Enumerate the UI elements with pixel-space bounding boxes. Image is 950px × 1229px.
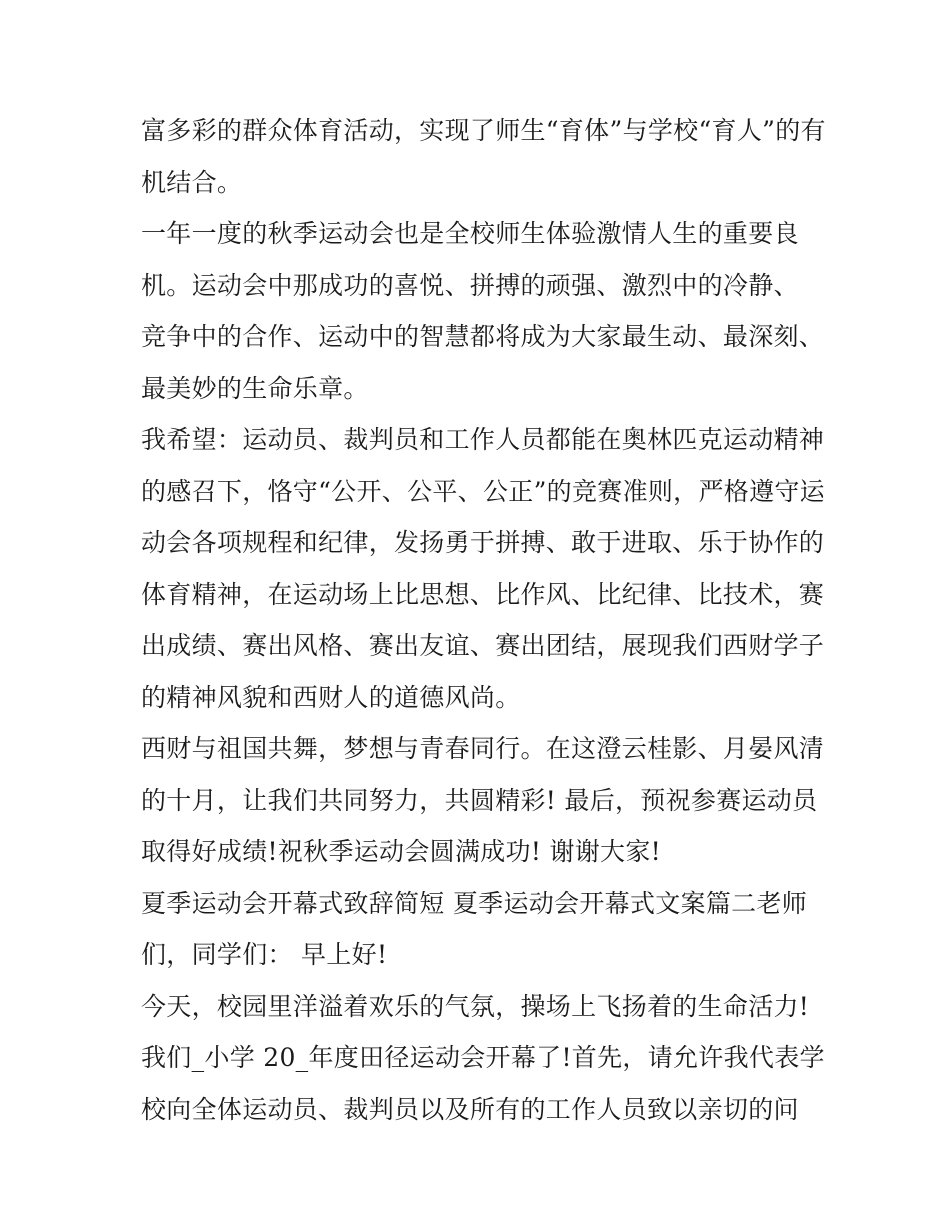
- text-line: 竞争中的合作、运动中的智慧都将成为大家最生动、最深刻、: [141, 322, 825, 351]
- text-line: 一年一度的秋季运动会也是全校师生体验激情人生的重要良: [141, 219, 799, 248]
- text-line: 的感召下，恪守“公开、公平、公正”的竞赛准则，严格遵守运: [141, 476, 825, 506]
- text-line: 西财与祖国共舞，梦想与青春同行。在这澄云桂影、月晏风清: [141, 734, 825, 763]
- text-line: 出成绩、赛出风格、赛出友谊、赛出团结，展现我们西财学子: [141, 631, 825, 660]
- text-line: 校向全体运动员、裁判员以及所有的工作人员致以亲切的问: [141, 1094, 799, 1124]
- text-line: 动会各项规程和纪律，发扬勇于拼搏、敢于进取、乐于协作的: [141, 528, 825, 557]
- text-line: 取得好成绩!祝秋季运动会圆满成功! 谢谢大家!: [141, 837, 661, 866]
- text-line: 富多彩的群众体育活动，实现了师生“育体”与学校“育人”的有: [141, 116, 826, 145]
- text-line: 们，同学们： 早上好!: [141, 940, 388, 969]
- text-line: 的精神风貌和西财人的道德风尚。: [141, 682, 521, 712]
- text-line: 今天，校园里洋溢着欢乐的气氛，操场上飞扬着的生命活力!: [141, 991, 810, 1021]
- document-body: [141, 105, 826, 1135]
- text-line: 我们_小学 20_年度田径运动会开幕了!首先，请允许我代表学: [141, 1043, 825, 1072]
- text-line: 机。运动会中那成功的喜悦、拼搏的顽强、激烈中的冷静、: [141, 270, 799, 300]
- text-line: 的十月，让我们共同努力，共圆精彩! 最后，预祝参赛运动员: [141, 785, 818, 815]
- text-line: 最美妙的生命乐章。: [141, 373, 369, 403]
- text-line: 机结合。: [141, 167, 243, 197]
- text-line: 体育精神，在运动场上比思想、比作风、比纪律、比技术，赛: [141, 579, 825, 609]
- text-line: 我希望：运动员、裁判员和工作人员都能在奥林匹克运动精神: [141, 425, 825, 454]
- text-line: 夏季运动会开幕式致辞简短 夏季运动会开幕式文案篇二老师: [141, 888, 808, 918]
